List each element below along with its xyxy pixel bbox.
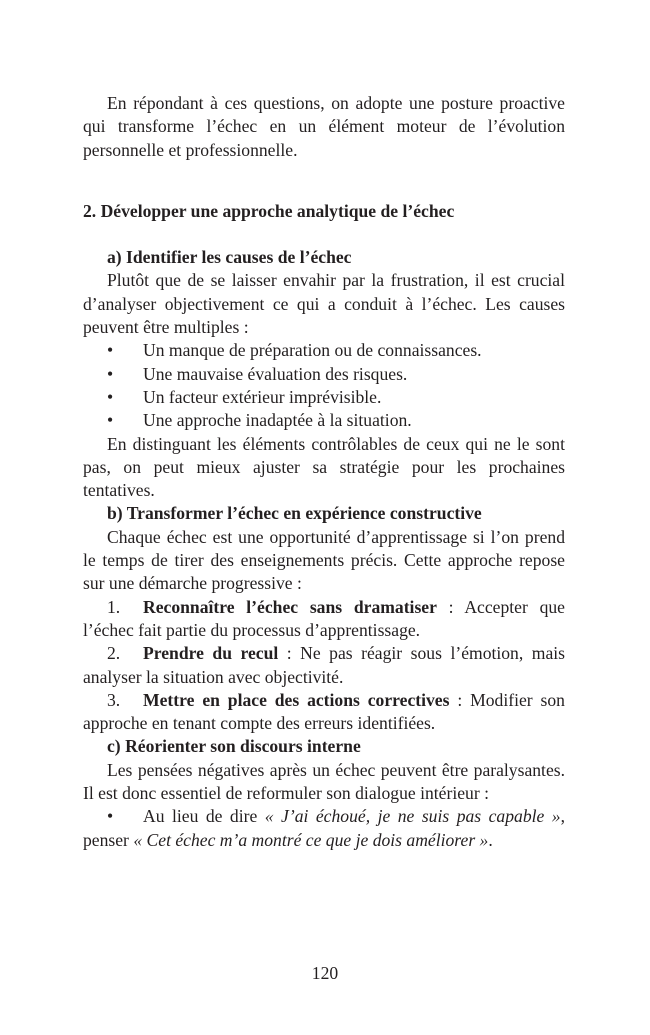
step-text: : Ne pas réagir sous l’émotion, mais analyser la situation avec objectivité. (83, 643, 565, 687)
reframe-end: . (488, 829, 493, 850)
step-item (83, 642, 565, 689)
step-text: : Accepter que l’échec fait partie du processus d’apprentissage. (83, 596, 565, 640)
bullet-icon: • (107, 386, 114, 407)
page-number: 120 (311, 963, 339, 983)
list-item (83, 339, 565, 362)
positive-quote: « Cet échec m’a montré ce que je dois améliorer » (133, 829, 489, 850)
step-title: Mettre en place des actions correctives (143, 689, 450, 710)
intro-paragraph: En répondant à ces questions, on adopte une posture proactive qui transforme l’échec en un élément moteur de l’évolution personnelle et professionnelle. (83, 93, 565, 160)
list-item-text: Une approche inadaptée à la situation. (143, 410, 412, 431)
bullet-icon: • (107, 363, 114, 384)
part-b-heading: b) Transformer l’échec en expérience constructive (107, 503, 482, 524)
causes-list (83, 339, 565, 432)
list-item (83, 386, 565, 409)
bullet-icon: • (107, 806, 114, 827)
part-a-conclusion: En distinguant les éléments contrôlables de ceux qui ne le sont pas, on peut mieux ajuster sa stratégie pour les prochaines tentatives. (83, 433, 565, 501)
step-item (83, 689, 565, 736)
part-a-paragraph: Plutôt que de se laisser envahir par la frustration, il est crucial d’analyser objectivement ce qui a conduit à l’échec. Les causes peuvent être multiples : (83, 270, 565, 338)
bullet-icon: • (107, 410, 114, 431)
list-item-text: Une mauvaise évaluation des risques. (143, 363, 408, 384)
list-item-text: Un facteur extérieur imprévisible. (143, 386, 382, 407)
list-item (83, 363, 565, 386)
part-c-heading: c) Réorienter son discours interne (107, 736, 361, 757)
reframe-bullet (83, 805, 565, 852)
list-item-text: Un manque de préparation ou de connaissances. (143, 340, 482, 361)
step-item (83, 596, 565, 643)
part-a-heading: a) Identifier les causes de l’échec (107, 247, 352, 268)
bullet-icon: • (107, 340, 114, 361)
page-content (83, 92, 565, 852)
part-b-paragraph: Chaque échec est une opportunité d’apprentissage si l’on prend le temps de tirer des enseignements précis. Cette approche repose sur une démarche progressive : (83, 526, 565, 594)
step-number: 2. (107, 643, 121, 664)
list-item (83, 409, 565, 432)
step-title: Prendre du recul (143, 643, 279, 664)
part-c-paragraph: Les pensées négatives après un échec peuvent être paralysantes. Il est donc essentiel de reformuler son dialogue intérieur : (83, 759, 565, 804)
reframe-middle: , penser (83, 806, 565, 850)
step-text: : Modifier son approche en tenant compte des erreurs identifiées. (83, 689, 565, 734)
step-number: 1. (107, 596, 121, 617)
negative-quote: « J’ai échoué, je ne suis pas capable » (264, 806, 561, 827)
section-heading: 2. Développer une approche analytique de l’échec (83, 200, 455, 221)
reframe-prefix: Au lieu de dire (143, 806, 265, 827)
step-title: Reconnaître l’échec sans dramatiser (143, 596, 437, 617)
step-number: 3. (107, 689, 121, 710)
